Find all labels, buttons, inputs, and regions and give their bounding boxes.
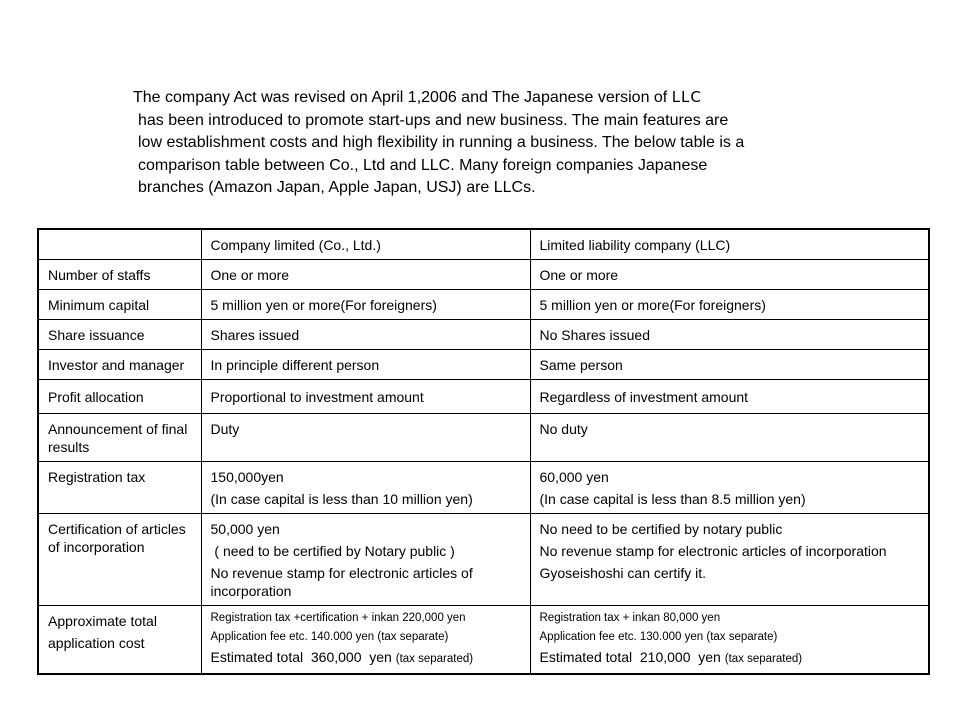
intro-line-1-text: The company Act was revised on April 1,2006 and The Japanese version of bbox=[133, 89, 672, 106]
llc-value bbox=[530, 606, 929, 675]
llc-cert-line: Gyoseishoshi can certify it. bbox=[539, 565, 707, 581]
co-ltd-value: Duty bbox=[201, 414, 530, 462]
co-registration-amount: 150,000yen bbox=[210, 469, 284, 485]
row-label: Certification of articles of incorporation bbox=[38, 514, 201, 606]
header-llc: Limited liability company (LLC) bbox=[530, 229, 929, 260]
co-ltd-value: 5 million yen or more(For foreigners) bbox=[201, 290, 530, 320]
intro-line-4: comparison table between Co., Ltd and LLC. Many foreign companies Japanese bbox=[138, 156, 708, 174]
header-empty-cell bbox=[38, 229, 201, 260]
row-label: Registration tax bbox=[38, 462, 201, 514]
llc-estimated-total bbox=[540, 648, 920, 668]
table-row-total-cost bbox=[38, 606, 929, 675]
table-row-registration-tax bbox=[38, 462, 929, 514]
table-row bbox=[38, 260, 929, 290]
co-estimated-total bbox=[211, 648, 521, 668]
row-label: Investor and manager bbox=[38, 350, 201, 380]
llc-cert-line: No need to be certified by notary public bbox=[539, 521, 783, 537]
co-cert-line: ( need to be certified by Notary public ) bbox=[210, 543, 455, 559]
co-total-line: Application fee etc. 140.000 yen (tax separate) bbox=[210, 631, 449, 643]
llc-registration-amount: 60,000 yen bbox=[539, 469, 609, 485]
co-ltd-value: Proportional to investment amount bbox=[201, 380, 530, 414]
llc-value: Regardless of investment amount bbox=[530, 380, 929, 414]
llc-value: No duty bbox=[530, 414, 929, 462]
llc-value: No Shares issued bbox=[530, 320, 929, 350]
co-cert-line: 50,000 yen bbox=[210, 521, 280, 537]
co-estimated-text: Estimated total 360,000 yen bbox=[210, 649, 396, 665]
co-ltd-value: In principle different person bbox=[201, 350, 530, 380]
intro-line-2: has been introduced to promote start-ups and new business. The main features are bbox=[138, 111, 729, 129]
intro-line-3: low establishment costs and high flexibility in running a business. The below table is a bbox=[138, 134, 745, 152]
table-row-certification bbox=[38, 514, 929, 606]
row-label: Announcement of final results bbox=[38, 414, 201, 462]
total-label-line: Approximate total bbox=[48, 613, 157, 629]
co-ltd-value bbox=[201, 514, 530, 606]
header-co-ltd: Company limited (Co., Ltd.) bbox=[201, 229, 530, 260]
co-ltd-value bbox=[201, 606, 530, 675]
intro-line-1 bbox=[133, 86, 853, 110]
co-ltd-value: One or more bbox=[201, 260, 530, 290]
co-registration-note: (In case capital is less than 10 million yen) bbox=[210, 491, 473, 507]
table-row bbox=[38, 350, 929, 380]
intro-line-5: branches (Amazon Japan, Apple Japan, USJ) are LLCs. bbox=[138, 179, 536, 197]
comparison-table bbox=[37, 228, 930, 675]
row-label: Minimum capital bbox=[38, 290, 201, 320]
llc-value: 5 million yen or more(For foreigners) bbox=[530, 290, 929, 320]
row-label: Share issuance bbox=[38, 320, 201, 350]
table-row bbox=[38, 320, 929, 350]
llc-value bbox=[530, 462, 929, 514]
total-label-line: application cost bbox=[48, 635, 145, 651]
row-label: Profit allocation bbox=[38, 380, 201, 414]
co-total-line: Registration tax +certification + inkan 220,000 yen bbox=[210, 612, 466, 624]
llc-estimated-text: Estimated total 210,000 yen bbox=[539, 649, 725, 665]
co-ltd-value: Shares issued bbox=[201, 320, 530, 350]
table-header-row bbox=[38, 229, 929, 260]
row-label: Number of staffs bbox=[38, 260, 201, 290]
row-label bbox=[38, 606, 201, 675]
co-ltd-value bbox=[201, 462, 530, 514]
llc-total-line: Registration tax + inkan 80,000 yen bbox=[539, 612, 721, 624]
llc-value: Same person bbox=[530, 350, 929, 380]
llc-value bbox=[530, 514, 929, 606]
llc-term: LLC bbox=[671, 88, 702, 106]
intro-paragraph bbox=[133, 86, 853, 200]
llc-estimated-note: (tax separated) bbox=[724, 653, 803, 665]
co-cert-line: No revenue stamp for electronic articles of incorporation bbox=[210, 565, 473, 599]
table-row bbox=[38, 414, 929, 462]
table-row bbox=[38, 290, 929, 320]
llc-total-line: Application fee etc. 130.000 yen (tax separate) bbox=[539, 631, 778, 643]
llc-value: One or more bbox=[530, 260, 929, 290]
llc-cert-line: No revenue stamp for electronic articles of incorporation bbox=[539, 543, 887, 559]
co-estimated-note: (tax separated) bbox=[395, 653, 474, 665]
table-row bbox=[38, 380, 929, 414]
llc-registration-note: (In case capital is less than 8.5 million yen) bbox=[539, 491, 806, 507]
